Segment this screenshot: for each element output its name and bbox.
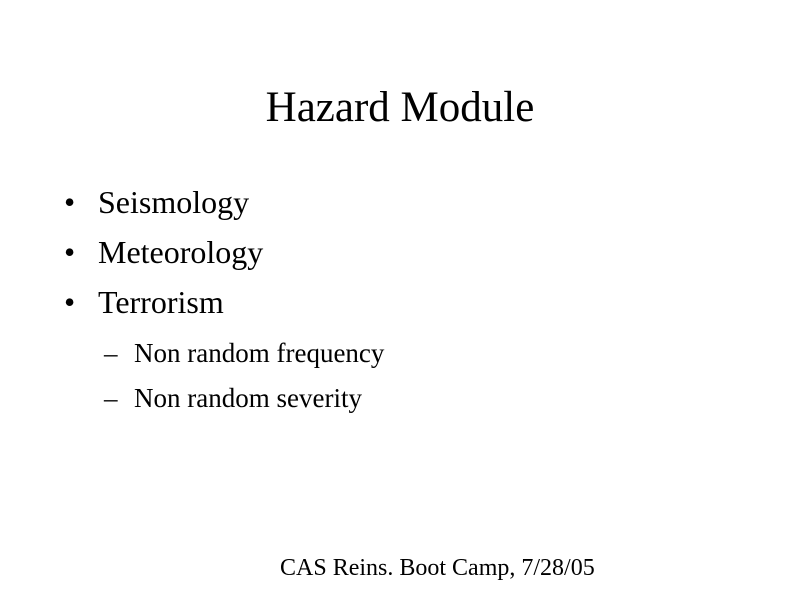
sub-bullet-text: Non random severity — [134, 383, 362, 413]
dash-marker: – — [104, 383, 118, 413]
bullet-marker: • — [64, 234, 76, 270]
sub-bullet-list — [104, 334, 744, 424]
bullet-marker: • — [64, 184, 76, 220]
slide-title: Hazard Module — [265, 84, 535, 131]
dash-marker: – — [104, 338, 118, 368]
bullet-list — [64, 180, 764, 330]
sub-bullet-text: Non random frequency — [134, 338, 385, 368]
bullet-item-meteorology — [64, 230, 764, 280]
bullet-marker: • — [64, 284, 76, 320]
bullet-text: Meteorology — [98, 234, 264, 270]
sub-bullet-item-frequency — [104, 334, 744, 379]
slide-footer: CAS Reins. Boot Camp, 7/28/05 — [280, 555, 595, 581]
sub-bullet-item-severity — [104, 379, 744, 424]
bullet-text: Seismology — [98, 184, 250, 220]
bullet-item-terrorism — [64, 280, 764, 330]
bullet-text: Terrorism — [98, 284, 224, 320]
bullet-item-seismology — [64, 180, 764, 230]
